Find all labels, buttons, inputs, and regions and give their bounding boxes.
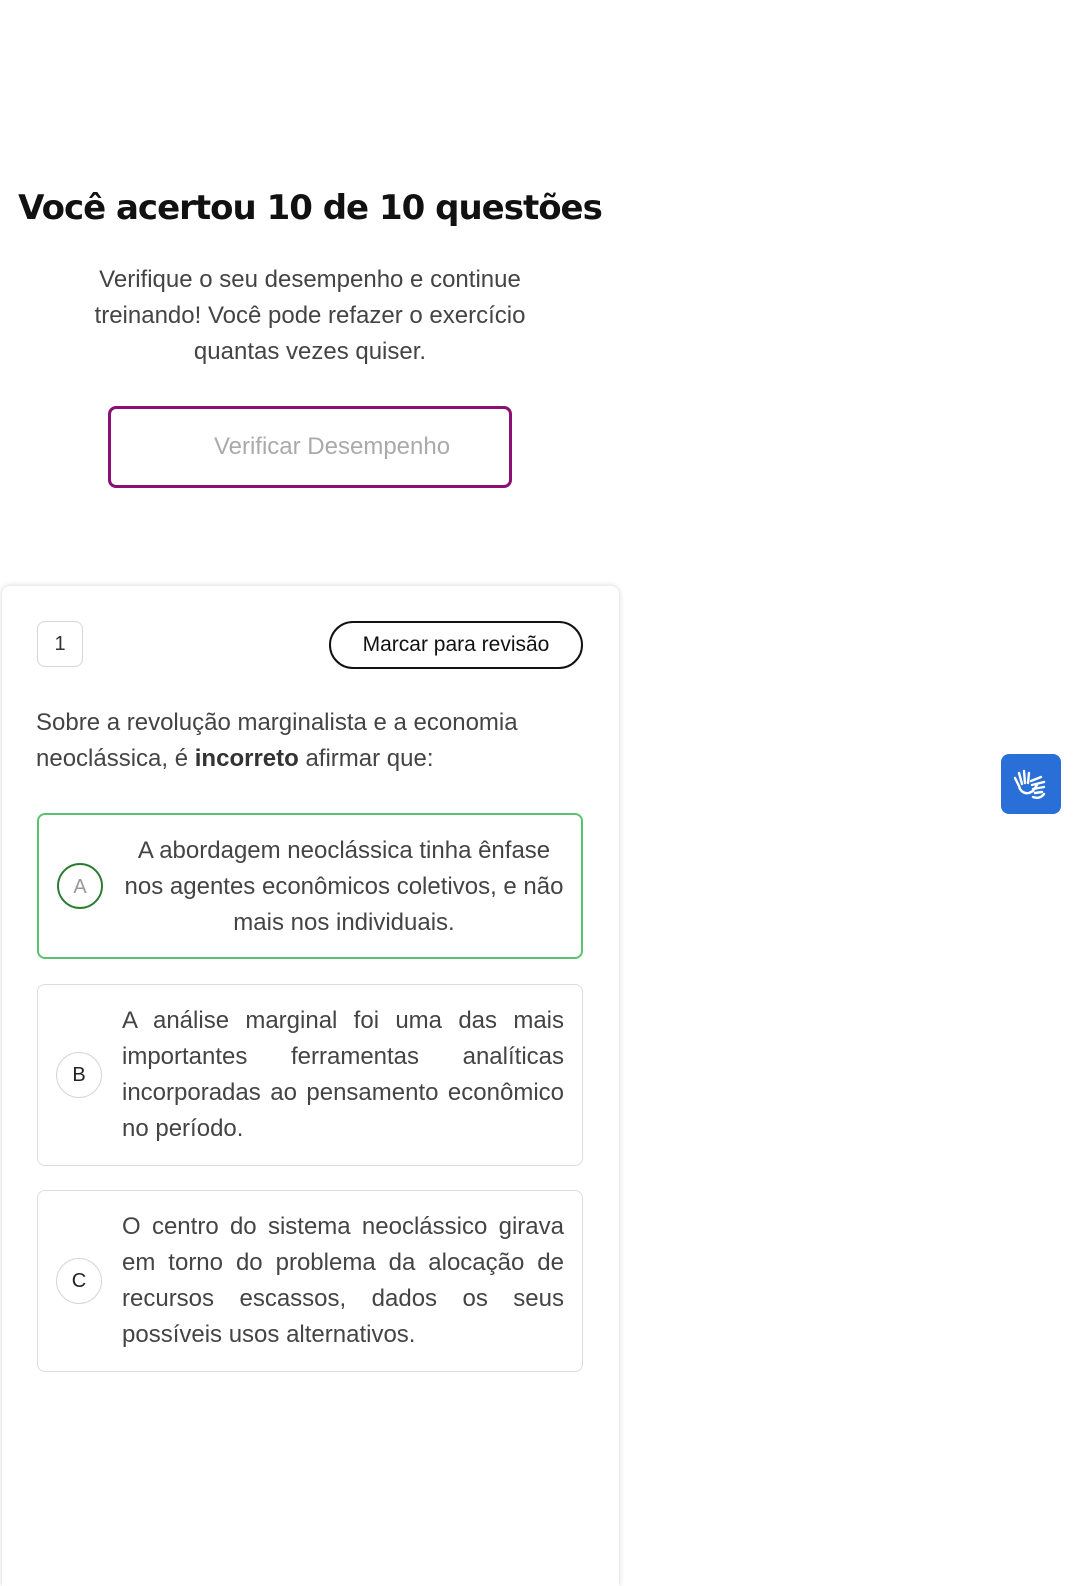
question-card [2, 586, 619, 1586]
mark-for-review-button[interactable]: Marcar para revisão [329, 621, 583, 669]
option-letter-b: B [56, 1052, 102, 1098]
option-c[interactable] [37, 1190, 583, 1372]
verify-performance-button[interactable]: Verificar Desempenho [108, 406, 512, 488]
result-subtitle: Verifique o seu desempenho e continue treinando! Você pode refazer o exercício quantas vezes quiser. [94, 266, 526, 365]
question-number: 1 [37, 621, 83, 667]
option-letter-c: C [56, 1258, 102, 1304]
sign-language-button[interactable] [1001, 754, 1061, 814]
question-text-end: afirmar que: [298, 745, 434, 772]
question-text [36, 705, 586, 777]
option-text-b: A análise marginal foi uma das mais importantes ferramentas analíticas incorporadas ao pensamento econômico no período. [122, 1007, 564, 1142]
option-b[interactable] [37, 984, 583, 1166]
question-text-emphasis: incorreto [194, 745, 299, 772]
option-a[interactable] [37, 813, 583, 959]
option-text-c: O centro do sistema neoclássico girava em torno do problema da alocação de recursos escassos, dados os seus possíveis usos alternativos. [122, 1213, 564, 1348]
result-title: Você acertou 10 de 10 questões [18, 188, 602, 228]
option-letter-a: A [57, 863, 103, 909]
question-text-start: Sobre a revolução marginalista e a economia neoclássica, é [36, 709, 518, 772]
sign-language-hands-icon [1011, 764, 1051, 804]
option-text-a: A abordagem neoclássica tinha ênfase nos agentes econômicos coletivos, e não mais nos individuais. [124, 837, 564, 936]
